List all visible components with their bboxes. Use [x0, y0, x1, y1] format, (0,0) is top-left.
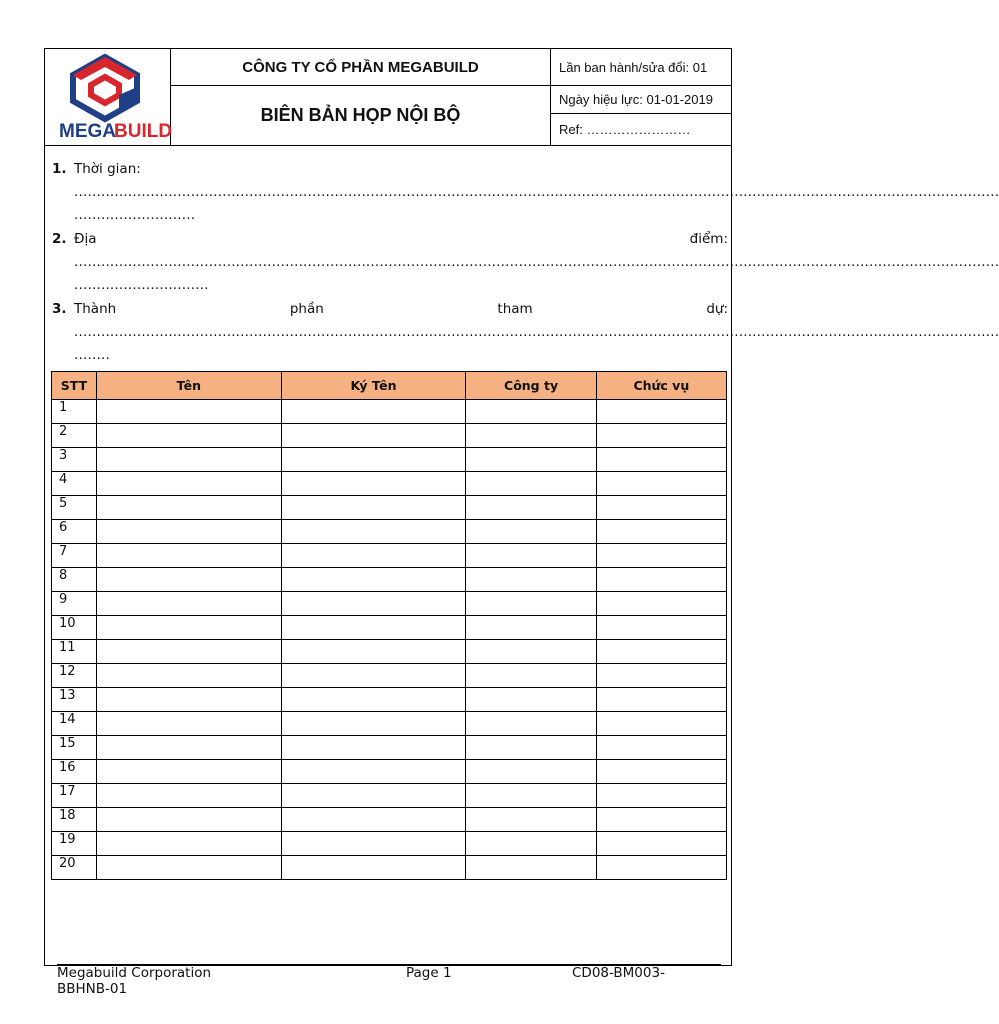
label-word: điểm:	[689, 231, 728, 247]
signature-cell	[281, 664, 466, 688]
table-row	[52, 568, 727, 592]
table-row	[52, 640, 727, 664]
row-number: 13	[52, 688, 97, 712]
signature-cell	[281, 736, 466, 760]
section-label	[74, 231, 728, 247]
table-row	[52, 496, 727, 520]
table-row	[52, 784, 727, 808]
row-number: 18	[52, 808, 97, 832]
reference-field: Ref: ……………………	[559, 122, 691, 137]
document-frame	[44, 48, 999, 966]
position-cell	[596, 856, 726, 880]
signature-cell	[281, 616, 466, 640]
company-cell	[466, 784, 596, 808]
company-cell	[466, 544, 596, 568]
table-row	[52, 736, 727, 760]
column-header-stt: STT	[52, 372, 97, 400]
row-number: 6	[52, 520, 97, 544]
table-row	[52, 664, 727, 688]
name-cell	[96, 448, 281, 472]
position-cell	[596, 472, 726, 496]
table-row	[52, 808, 727, 832]
company-cell	[466, 808, 596, 832]
table-row	[52, 832, 727, 856]
name-cell	[96, 664, 281, 688]
row-number: 15	[52, 736, 97, 760]
company-cell	[466, 520, 596, 544]
signature-cell	[281, 496, 466, 520]
position-cell	[596, 712, 726, 736]
page-footer	[0, 964, 768, 1024]
label-word: Địa	[74, 231, 97, 247]
signature-cell	[281, 784, 466, 808]
fill-line: ..............................	[74, 277, 209, 293]
name-cell	[96, 472, 281, 496]
company-cell	[466, 400, 596, 424]
position-cell	[596, 808, 726, 832]
company-cell	[466, 640, 596, 664]
company-cell	[466, 568, 596, 592]
company-cell	[466, 688, 596, 712]
label-word: Thời gian:	[74, 161, 141, 177]
label-word: dự:	[706, 301, 728, 317]
row-number: 12	[52, 664, 97, 688]
position-cell	[596, 784, 726, 808]
row-number: 5	[52, 496, 97, 520]
company-cell	[466, 832, 596, 856]
attendance-table	[51, 371, 727, 880]
signature-cell	[281, 520, 466, 544]
revision-info: Lần ban hành/sửa đổi: 01	[551, 49, 731, 86]
table-row	[52, 544, 727, 568]
footer-page-number: Page 1	[406, 965, 452, 981]
name-cell	[96, 640, 281, 664]
label-word: Thành	[74, 301, 117, 317]
name-cell	[96, 616, 281, 640]
position-cell	[596, 592, 726, 616]
name-cell	[96, 808, 281, 832]
row-number: 19	[52, 832, 97, 856]
signature-cell	[281, 592, 466, 616]
name-cell	[96, 760, 281, 784]
row-number: 16	[52, 760, 97, 784]
row-number: 8	[52, 568, 97, 592]
signature-cell	[281, 832, 466, 856]
name-cell	[96, 424, 281, 448]
position-cell	[596, 520, 726, 544]
company-cell	[466, 736, 596, 760]
position-cell	[596, 760, 726, 784]
table-row	[52, 472, 727, 496]
name-cell	[96, 688, 281, 712]
name-cell	[96, 856, 281, 880]
company-cell	[466, 856, 596, 880]
section-label	[74, 161, 728, 177]
name-cell	[96, 568, 281, 592]
position-cell	[596, 544, 726, 568]
company-cell	[466, 616, 596, 640]
signature-cell	[281, 640, 466, 664]
name-cell	[96, 496, 281, 520]
column-header-signature: Ký Tên	[281, 372, 466, 400]
row-number: 4	[52, 472, 97, 496]
position-cell	[596, 496, 726, 520]
logo-text-mega: MEGA	[59, 121, 116, 142]
column-header-company: Công ty	[466, 372, 596, 400]
logo-text-build: BUILD	[114, 121, 173, 142]
position-cell	[596, 400, 726, 424]
fill-line: ..............................................................................................................................................................................................................	[74, 184, 999, 200]
row-number: 3	[52, 448, 97, 472]
megabuild-logo-icon	[45, 49, 171, 145]
position-cell	[596, 832, 726, 856]
name-cell	[96, 784, 281, 808]
megabuild-logo	[45, 49, 171, 145]
label-word: phần	[289, 301, 324, 317]
table-row	[52, 856, 727, 880]
table-row	[52, 520, 727, 544]
position-cell	[596, 424, 726, 448]
table-row	[52, 712, 727, 736]
section-label	[74, 301, 728, 317]
table-row	[52, 592, 727, 616]
company-cell	[466, 712, 596, 736]
signature-cell	[281, 712, 466, 736]
row-number: 20	[52, 856, 97, 880]
footer-document-code-cont: BBHNB-01	[57, 981, 128, 997]
footer-document-code: CD08-BM003-	[572, 965, 665, 981]
row-number: 10	[52, 616, 97, 640]
signature-cell	[281, 424, 466, 448]
signature-cell	[281, 856, 466, 880]
name-cell	[96, 712, 281, 736]
company-cell	[466, 664, 596, 688]
signature-cell	[281, 448, 466, 472]
column-header-position: Chức vụ	[596, 372, 726, 400]
name-cell	[96, 592, 281, 616]
company-cell	[466, 448, 596, 472]
column-header-name: Tên	[96, 372, 281, 400]
table-row	[52, 448, 727, 472]
company-cell	[466, 760, 596, 784]
section-number: 3.	[52, 301, 67, 317]
signature-cell	[281, 472, 466, 496]
section-number: 1.	[52, 161, 67, 177]
footer-company: Megabuild Corporation	[57, 965, 212, 981]
section-number: 2.	[52, 231, 67, 247]
signature-cell	[281, 808, 466, 832]
effective-date: Ngày hiệu lực: 01-01-2019	[551, 86, 731, 114]
fill-line: ...........................	[74, 207, 196, 223]
company-cell	[466, 592, 596, 616]
position-cell	[596, 664, 726, 688]
row-number: 9	[52, 592, 97, 616]
document-title: BIÊN BẢN HỌP NỘI BỘ	[171, 86, 551, 145]
table-header-row	[52, 372, 727, 400]
signature-cell	[281, 544, 466, 568]
position-cell	[596, 736, 726, 760]
table-row	[52, 616, 727, 640]
name-cell	[96, 736, 281, 760]
row-number: 17	[52, 784, 97, 808]
company-name: CÔNG TY CỔ PHẦN MEGABUILD	[171, 49, 551, 86]
table-row	[52, 688, 727, 712]
position-cell	[596, 568, 726, 592]
company-cell	[466, 496, 596, 520]
name-cell	[96, 520, 281, 544]
table-row	[52, 424, 727, 448]
fill-line: ..............................................................................................................................................................................................................	[74, 254, 999, 270]
table-row	[52, 400, 727, 424]
row-number: 7	[52, 544, 97, 568]
company-cell	[466, 424, 596, 448]
row-number: 1	[52, 400, 97, 424]
row-number: 11	[52, 640, 97, 664]
table-row	[52, 760, 727, 784]
name-cell	[96, 544, 281, 568]
position-cell	[596, 688, 726, 712]
position-cell	[596, 616, 726, 640]
signature-cell	[281, 760, 466, 784]
fill-line: ........	[74, 347, 110, 363]
fill-line: ..............................................................................................................................................................................................................	[74, 324, 999, 340]
position-cell	[596, 448, 726, 472]
signature-cell	[281, 400, 466, 424]
signature-cell	[281, 688, 466, 712]
row-number: 2	[52, 424, 97, 448]
position-cell	[596, 640, 726, 664]
name-cell	[96, 832, 281, 856]
company-cell	[466, 472, 596, 496]
row-number: 14	[52, 712, 97, 736]
name-cell	[96, 400, 281, 424]
document-header	[45, 49, 731, 146]
signature-cell	[281, 568, 466, 592]
label-word: tham	[497, 301, 533, 317]
